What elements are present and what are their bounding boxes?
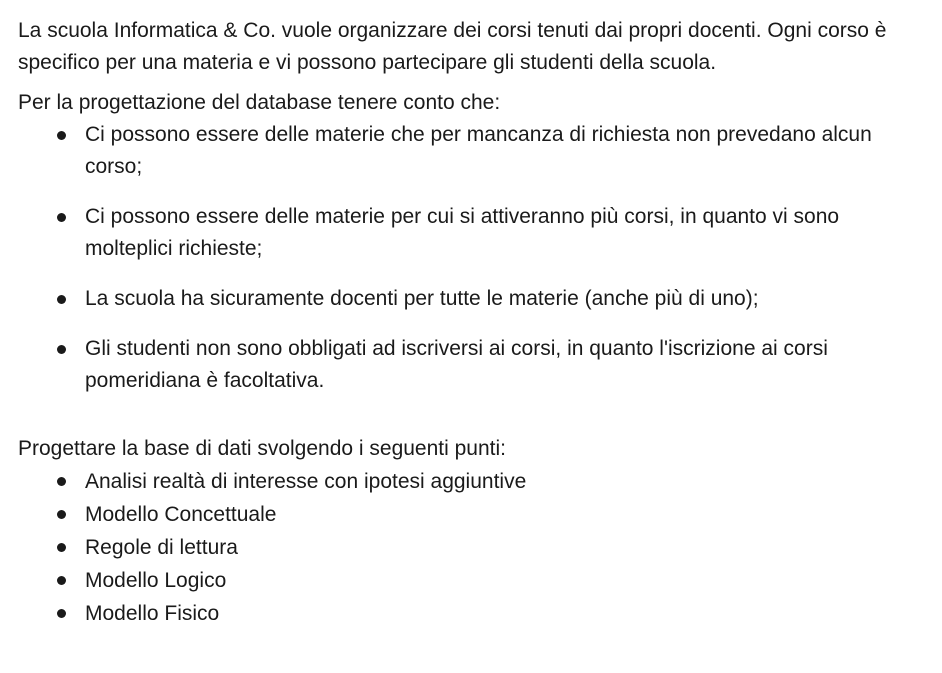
bullet-icon — [57, 510, 66, 519]
list-item-text: La scuola ha sicuramente docenti per tutte le materie (anche più di uno); — [85, 287, 759, 310]
bullet-icon — [57, 609, 66, 618]
list-item — [18, 283, 928, 315]
bullet-icon — [57, 295, 66, 304]
list-item-text: Analisi realtà di interesse con ipotesi aggiuntive — [85, 470, 527, 493]
bullet-icon — [57, 543, 66, 552]
list-item-text: Regole di lettura — [85, 536, 238, 559]
list-item — [18, 201, 928, 265]
list-item-text: Ci possono essere delle materie per cui si attiveranno più corsi, in quanto vi sono molteplici richieste; — [85, 205, 840, 260]
bullet-icon — [57, 477, 66, 486]
list-item — [18, 531, 928, 564]
bullet-icon — [57, 576, 66, 585]
list-item-text: Modello Concettuale — [85, 503, 277, 526]
list-item — [18, 498, 928, 531]
document-page — [18, 15, 928, 630]
list-item-text: Gli studenti non sono obbligati ad iscriversi ai corsi, in quanto l'iscrizione ai corsi pomeridiana è facoltativa. — [85, 337, 828, 392]
bullet-icon — [57, 131, 66, 140]
list-item — [18, 333, 928, 397]
list-item — [18, 597, 928, 630]
requirements-list — [18, 119, 928, 397]
tasks-list — [18, 465, 928, 630]
intro-paragraph: La scuola Informatica & Co. vuole organizzare dei corsi tenuti dai propri docenti. Ogni corso è specifico per una materia e vi possono partecipare gli studenti della scuola. — [18, 19, 887, 74]
tasks-lead: Progettare la base di dati svolgendo i seguenti punti: — [18, 437, 506, 460]
bullet-icon — [57, 345, 66, 354]
list-item — [18, 465, 928, 498]
list-item-text: Modello Logico — [85, 569, 227, 592]
requirements-lead: Per la progettazione del database tenere conto che: — [18, 91, 501, 114]
list-item — [18, 119, 928, 183]
bullet-icon — [57, 213, 66, 222]
list-item-text: Ci possono essere delle materie che per mancanza di richiesta non prevedano alcun corso; — [85, 123, 872, 178]
list-item — [18, 564, 928, 597]
list-item-text: Modello Fisico — [85, 602, 220, 625]
